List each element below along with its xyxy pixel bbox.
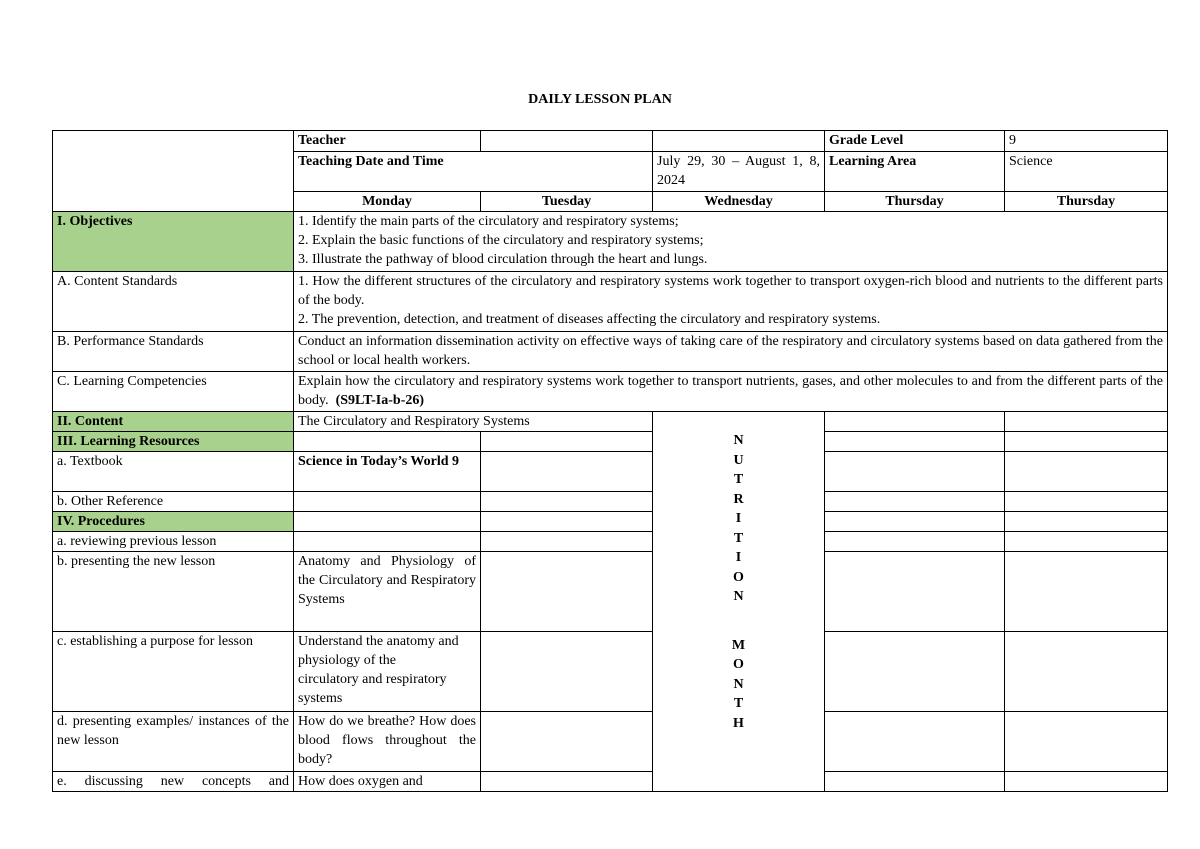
textbook-label: a. Textbook	[53, 452, 294, 492]
presenting-value: Anatomy and Physiology of the Circulatory and Respiratory Systems	[294, 552, 481, 632]
examples-label: d. presenting examples/ instances of the new lesson	[53, 712, 294, 772]
empty-cell	[1005, 532, 1168, 552]
page-title: DAILY LESSON PLAN	[528, 92, 672, 107]
empty-cell	[1005, 412, 1168, 432]
procedures-label: IV. Procedures	[53, 512, 294, 532]
vertical-letter: I	[735, 511, 742, 526]
content-standard-item: 1. How the different structures of the circulatory and respiratory systems work together to transport oxygen-rich blood and nutrients to the different parts of the body.	[298, 274, 1163, 308]
empty-cell	[481, 452, 653, 492]
empty-cell	[825, 512, 1005, 532]
empty-cell	[825, 532, 1005, 552]
teacher-label: Teacher	[294, 131, 481, 152]
empty-cell	[1005, 452, 1168, 492]
empty-cell	[294, 512, 481, 532]
day-thursday-2: Thursday	[1005, 192, 1168, 212]
header-empty-cell	[653, 131, 825, 152]
content-standards-content	[294, 272, 1168, 332]
vertical-letter: T	[733, 472, 744, 487]
day-thursday: Thursday	[825, 192, 1005, 212]
vertical-letter: M	[731, 637, 746, 653]
empty-cell	[1005, 512, 1168, 532]
vertical-letter: U	[733, 452, 744, 468]
teaching-date-label: Teaching Date and Time	[294, 152, 653, 192]
learning-competencies-text: Explain how the circulatory and respiratory systems work together to transport nutrients, gases, and other molecules to and from the different parts of the body.	[298, 374, 1163, 408]
empty-cell	[481, 712, 653, 772]
objectives-content	[294, 212, 1168, 272]
vertical-letter: N	[733, 589, 744, 604]
vertical-letter: H	[733, 715, 744, 731]
objective-item: 3. Illustrate the pathway of blood circulation through the heart and lungs.	[298, 252, 708, 267]
empty-cell	[1005, 632, 1168, 712]
objective-item: 1. Identify the main parts of the circulatory and respiratory systems;	[298, 214, 679, 229]
empty-cell	[294, 492, 481, 512]
objectives-label: I. Objectives	[53, 212, 294, 272]
empty-cell	[1005, 432, 1168, 452]
day-monday: Monday	[294, 192, 481, 212]
learning-competencies-label: C. Learning Competencies	[53, 372, 294, 412]
examples-value: How do we breathe? How does blood flows throughout the body?	[294, 712, 481, 772]
header-blank-cell	[53, 131, 294, 212]
other-reference-label: b. Other Reference	[53, 492, 294, 512]
empty-cell	[825, 632, 1005, 712]
vertical-letter: T	[733, 530, 744, 546]
day-tuesday: Tuesday	[481, 192, 653, 212]
empty-cell	[481, 512, 653, 532]
presenting-label: b. presenting the new lesson	[53, 552, 294, 632]
empty-cell	[294, 432, 481, 452]
empty-cell	[825, 492, 1005, 512]
performance-standards-label: B. Performance Standards	[53, 332, 294, 372]
empty-cell	[1005, 712, 1168, 772]
learning-area-label: Learning Area	[825, 152, 1005, 192]
nutrition-month-note	[653, 412, 825, 792]
vertical-letter: N	[733, 676, 744, 692]
purpose-label: c. establishing a purpose for lesson	[53, 632, 294, 712]
empty-cell	[825, 432, 1005, 452]
content-standard-item: 2. The prevention, detection, and treatment of diseases affecting the circulatory and respiratory systems.	[298, 312, 881, 327]
vertical-letter: I	[735, 550, 742, 565]
empty-cell	[481, 772, 653, 792]
learning-area-value: Science	[1005, 152, 1168, 192]
grade-level-label: Grade Level	[825, 131, 1005, 152]
empty-cell	[481, 492, 653, 512]
vertical-letter: T	[733, 696, 744, 711]
grade-level-value: 9	[1005, 131, 1168, 152]
vertical-letter: O	[733, 569, 744, 585]
empty-cell	[481, 632, 653, 712]
lesson-plan-table	[52, 130, 1168, 792]
day-wednesday: Wednesday	[653, 192, 825, 212]
content-value: The Circulatory and Respiratory Systems	[294, 412, 653, 432]
content-standards-label: A. Content Standards	[53, 272, 294, 332]
empty-cell	[825, 772, 1005, 792]
reviewing-label: a. reviewing previous lesson	[53, 532, 294, 552]
textbook-value: Science in Today’s World 9	[294, 452, 481, 492]
empty-cell	[1005, 552, 1168, 632]
vertical-letter: O	[733, 657, 744, 672]
teacher-value	[481, 131, 653, 152]
competency-code: (S9LT-Ia-b-26)	[335, 393, 425, 408]
purpose-value: Understand the anatomy and physiology of the circulatory and respiratory systems	[294, 632, 481, 712]
empty-cell	[825, 552, 1005, 632]
discussing-label: e. discussing new concepts and	[53, 772, 294, 792]
learning-competencies-content	[294, 372, 1168, 412]
empty-cell	[1005, 492, 1168, 512]
empty-cell	[825, 412, 1005, 432]
discussing-value: How does oxygen and	[294, 772, 481, 792]
empty-cell	[825, 712, 1005, 772]
vertical-letter: R	[733, 491, 744, 507]
performance-standards-text: Conduct an information dissemination activity on effective ways of taking care of the respiratory and circulatory systems based on data gathered from the school or local health workers.	[294, 332, 1168, 372]
empty-cell	[825, 452, 1005, 492]
teaching-date-value: July 29, 30 – August 1, 8, 2024	[653, 152, 825, 192]
objective-item: 2. Explain the basic functions of the circulatory and respiratory systems;	[298, 233, 704, 248]
empty-cell	[1005, 772, 1168, 792]
vertical-letter: N	[733, 433, 744, 448]
empty-cell	[481, 552, 653, 632]
empty-cell	[481, 532, 653, 552]
learning-resources-label: III. Learning Resources	[53, 432, 294, 452]
content-label: II. Content	[53, 412, 294, 432]
empty-cell	[294, 532, 481, 552]
empty-cell	[481, 432, 653, 452]
